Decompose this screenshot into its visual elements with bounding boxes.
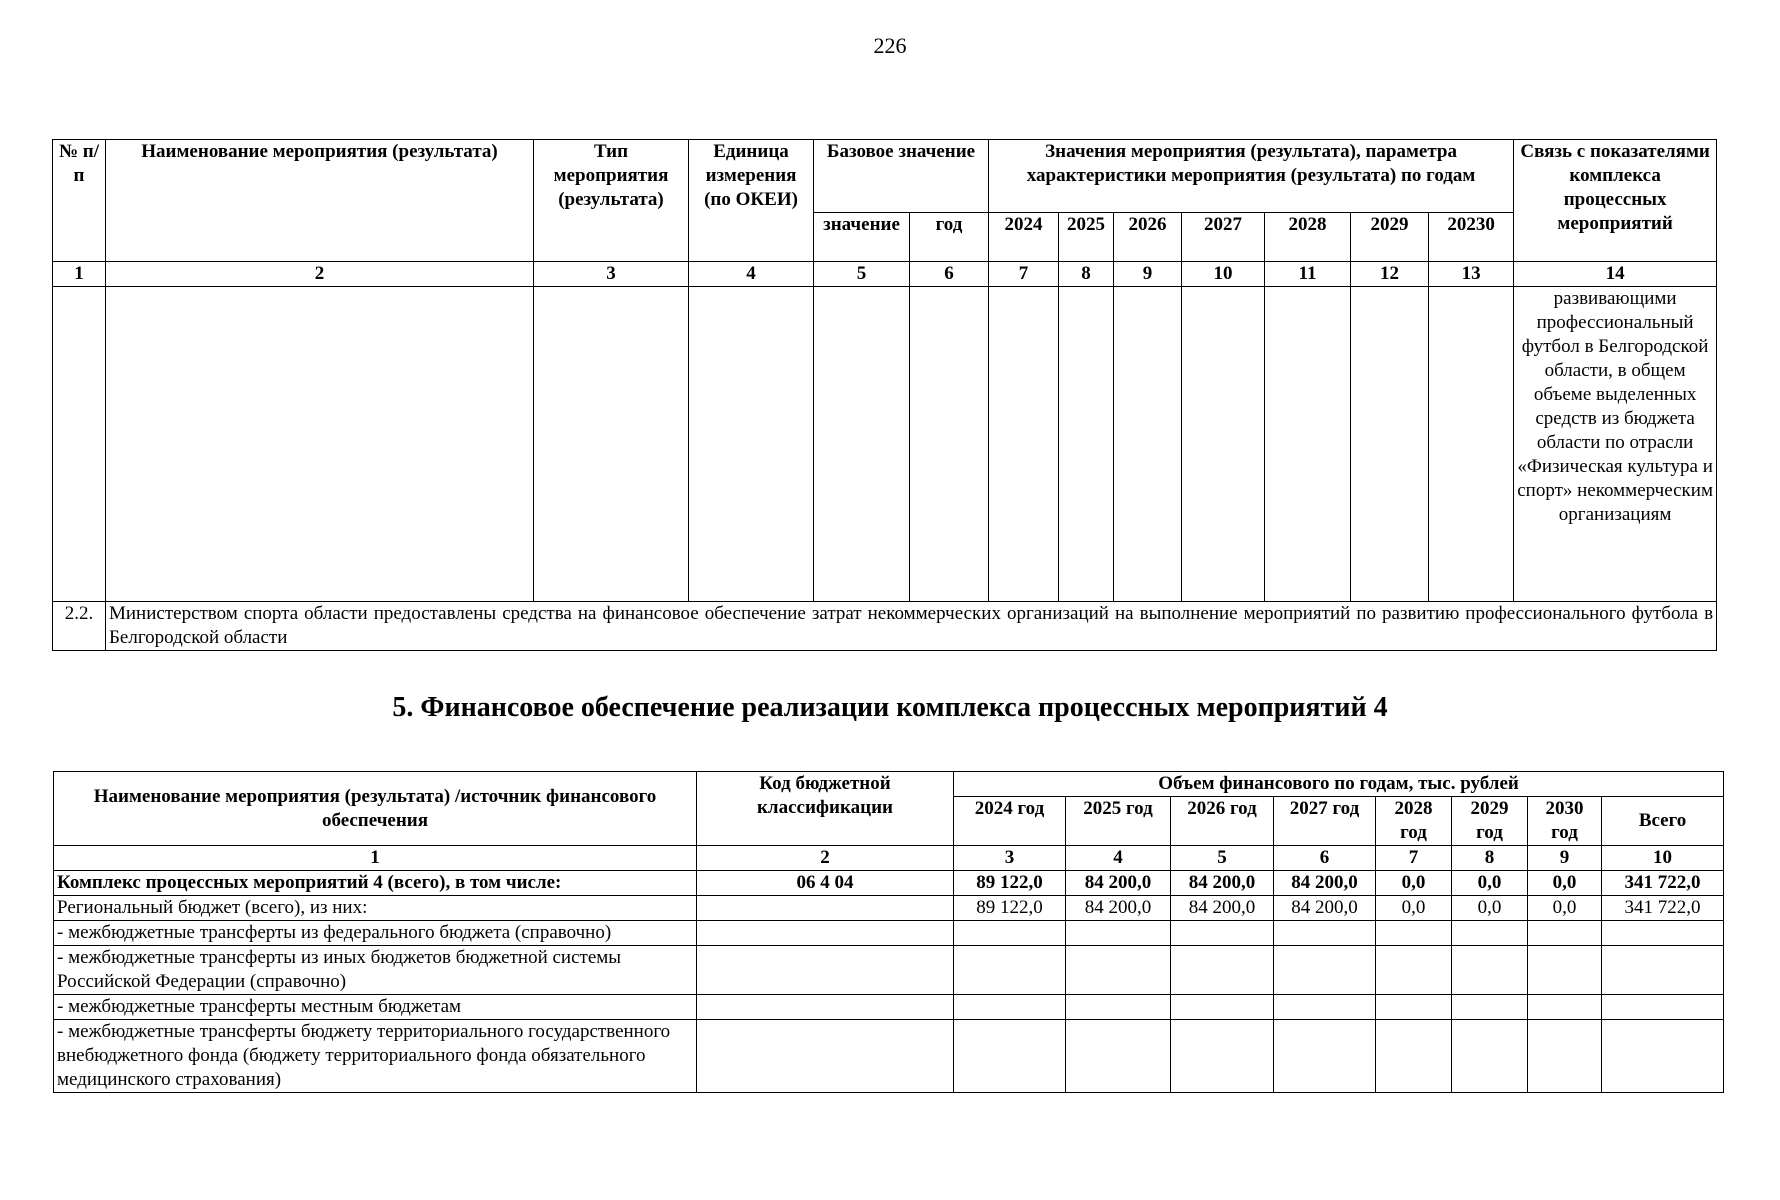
empty-cell: [1066, 946, 1171, 995]
header-year: 2026: [1114, 213, 1182, 262]
row-number: 2.2.: [53, 602, 106, 651]
empty-cell: [697, 1020, 954, 1093]
table-row: [54, 946, 1724, 995]
column-number: 7: [989, 262, 1059, 287]
header-name: Наименование мероприятия (результата) /источник финансового обеспечения: [54, 772, 697, 846]
row-value: 89 122,0: [954, 896, 1066, 921]
empty-cell: [1066, 921, 1171, 946]
column-number: 5: [814, 262, 910, 287]
column-number: 1: [53, 262, 106, 287]
empty-cell: [106, 287, 534, 602]
header-volume-group: Объем финансового по годам, тыс. рублей: [954, 772, 1724, 797]
empty-cell: [1376, 946, 1452, 995]
empty-cell: [954, 946, 1066, 995]
row-code: 06 4 04: [697, 871, 954, 896]
column-numbers-row: [54, 846, 1724, 871]
column-number: 11: [1265, 262, 1351, 287]
empty-cell: [1602, 921, 1724, 946]
empty-cell: [1059, 287, 1114, 602]
row-value: 84 200,0: [1274, 896, 1376, 921]
empty-cell: [1274, 995, 1376, 1020]
row-value: 84 200,0: [1066, 896, 1171, 921]
row-total: 341 722,0: [1602, 896, 1724, 921]
column-number: 6: [1274, 846, 1376, 871]
header-year: 2028 год: [1376, 797, 1452, 846]
row-value: 89 122,0: [954, 871, 1066, 896]
column-number: 12: [1351, 262, 1429, 287]
column-number: 4: [689, 262, 814, 287]
header-num: № п/п: [53, 140, 106, 262]
empty-cell: [1171, 995, 1274, 1020]
empty-cell: [1602, 995, 1724, 1020]
empty-cell: [1171, 1020, 1274, 1093]
header-year: 2024: [989, 213, 1059, 262]
header-year: 20230: [1429, 213, 1514, 262]
empty-cell: [989, 287, 1059, 602]
empty-cell: [1602, 1020, 1724, 1093]
empty-cell: [954, 1020, 1066, 1093]
empty-cell: [1528, 1020, 1602, 1093]
column-number: 10: [1602, 846, 1724, 871]
column-numbers-row: [53, 262, 1717, 287]
empty-cell: [1265, 287, 1351, 602]
empty-cell: [1114, 287, 1182, 602]
row-value: 0,0: [1376, 896, 1452, 921]
header-year: 2028: [1265, 213, 1351, 262]
empty-cell: [1066, 1020, 1171, 1093]
row-name: - межбюджетные трансферты из иных бюджетов бюджетной системы Российской Федерации (справочно): [54, 946, 697, 995]
header-year: 2024 год: [954, 797, 1066, 846]
empty-cell: [53, 287, 106, 602]
row-name: - межбюджетные трансферты из федерального бюджета (справочно): [54, 921, 697, 946]
empty-cell: [1376, 921, 1452, 946]
column-number: 9: [1528, 846, 1602, 871]
row-name: Комплекс процессных мероприятий 4 (всего), в том числе:: [54, 871, 697, 896]
empty-cell: [1452, 1020, 1528, 1093]
row-code: [697, 896, 954, 921]
empty-cell: [1171, 946, 1274, 995]
row-name: Региональный бюджет (всего), из них:: [54, 896, 697, 921]
empty-cell: [534, 287, 689, 602]
empty-cell: [1452, 921, 1528, 946]
empty-cell: [1452, 946, 1528, 995]
header-base: Базовое значение: [814, 140, 989, 213]
header-base-year: год: [910, 213, 989, 262]
column-number: 14: [1514, 262, 1717, 287]
empty-cell: [689, 287, 814, 602]
row-value: 84 200,0: [1171, 896, 1274, 921]
header-type: Тип мероприятия (результата): [534, 140, 689, 262]
header-code: Код бюджетной классификации: [697, 772, 954, 846]
table-row: [54, 921, 1724, 946]
table-row: [54, 896, 1724, 921]
empty-cell: [1528, 995, 1602, 1020]
column-number: 3: [954, 846, 1066, 871]
continuation-row: [53, 287, 1717, 602]
column-number: 8: [1452, 846, 1528, 871]
row-value: 0,0: [1528, 896, 1602, 921]
row-value: 0,0: [1376, 871, 1452, 896]
column-number: 1: [54, 846, 697, 871]
empty-cell: [1351, 287, 1429, 602]
row-value: 0,0: [1452, 871, 1528, 896]
header-year: 2025 год: [1066, 797, 1171, 846]
section-heading: 5. Финансовое обеспечение реализации комплекса процессных мероприятий 4: [392, 692, 1388, 723]
row-2-2: [53, 602, 1717, 651]
financing-table: [53, 771, 1724, 1093]
column-number: 3: [534, 262, 689, 287]
header-link: Связь с показателями комплекса процессных мероприятий: [1514, 140, 1717, 262]
empty-cell: [954, 995, 1066, 1020]
column-number: 10: [1182, 262, 1265, 287]
row-name: - межбюджетные трансферты местным бюджетам: [54, 995, 697, 1020]
header-year: 2029: [1351, 213, 1429, 262]
empty-cell: [1274, 946, 1376, 995]
header-name: Наименование мероприятия (результата): [106, 140, 534, 262]
table-row: [54, 1020, 1724, 1093]
header-year: 2026 год: [1171, 797, 1274, 846]
header-year: 2029 год: [1452, 797, 1528, 846]
empty-cell: [697, 921, 954, 946]
empty-cell: [1066, 995, 1171, 1020]
header-year: 2030 год: [1528, 797, 1602, 846]
empty-cell: [910, 287, 989, 602]
empty-cell: [697, 995, 954, 1020]
empty-cell: [1171, 921, 1274, 946]
measures-table: [52, 139, 1717, 651]
empty-cell: [1528, 946, 1602, 995]
empty-cell: [814, 287, 910, 602]
header-year: 2025: [1059, 213, 1114, 262]
row-name: - межбюджетные трансферты бюджету территориального государственного внебюджетного фонда (бюджету территориального фонда обязательного медицинского страхования): [54, 1020, 697, 1093]
header-year: 2027 год: [1274, 797, 1376, 846]
empty-cell: [1376, 995, 1452, 1020]
column-number: 9: [1114, 262, 1182, 287]
page-number: 226: [873, 33, 907, 58]
header-values-group: Значения мероприятия (результата), параметра характеристики мероприятия (результата) по годам: [989, 140, 1514, 213]
empty-cell: [1376, 1020, 1452, 1093]
table-row: [54, 995, 1724, 1020]
header-base-value: значение: [814, 213, 910, 262]
column-number: 6: [910, 262, 989, 287]
column-number: 13: [1429, 262, 1514, 287]
row-value: 84 200,0: [1066, 871, 1171, 896]
row-value: 0,0: [1452, 896, 1528, 921]
column-number: 5: [1171, 846, 1274, 871]
empty-cell: [1182, 287, 1265, 602]
row-value: 84 200,0: [1274, 871, 1376, 896]
row-value: 0,0: [1528, 871, 1602, 896]
column-number: 8: [1059, 262, 1114, 287]
empty-cell: [1452, 995, 1528, 1020]
column-number: 2: [697, 846, 954, 871]
column-number: 2: [106, 262, 534, 287]
empty-cell: [1274, 921, 1376, 946]
indicator-link-text: развивающими профессиональный футбол в Белгородской области, в общем объеме выделенных средств из бюджета области по отрасли «Физическая культура и спорт» некоммерческим организациям: [1514, 287, 1717, 602]
empty-cell: [1274, 1020, 1376, 1093]
row-description: Министерством спорта области предоставлены средства на финансовое обеспечение затрат некоммерческих организаций на выполнение мероприятий по развитию профессионального футбола в Белгородской области: [106, 602, 1717, 651]
empty-cell: [954, 921, 1066, 946]
row-value: 84 200,0: [1171, 871, 1274, 896]
header-year: 2027: [1182, 213, 1265, 262]
empty-cell: [1602, 946, 1724, 995]
empty-cell: [1429, 287, 1514, 602]
empty-cell: [1528, 921, 1602, 946]
column-number: 4: [1066, 846, 1171, 871]
column-number: 7: [1376, 846, 1452, 871]
header-unit: Единица измерения (по ОКЕИ): [689, 140, 814, 262]
header-total: Всего: [1602, 797, 1724, 846]
row-total: 341 722,0: [1602, 871, 1724, 896]
empty-cell: [697, 946, 954, 995]
table-row: [54, 871, 1724, 896]
